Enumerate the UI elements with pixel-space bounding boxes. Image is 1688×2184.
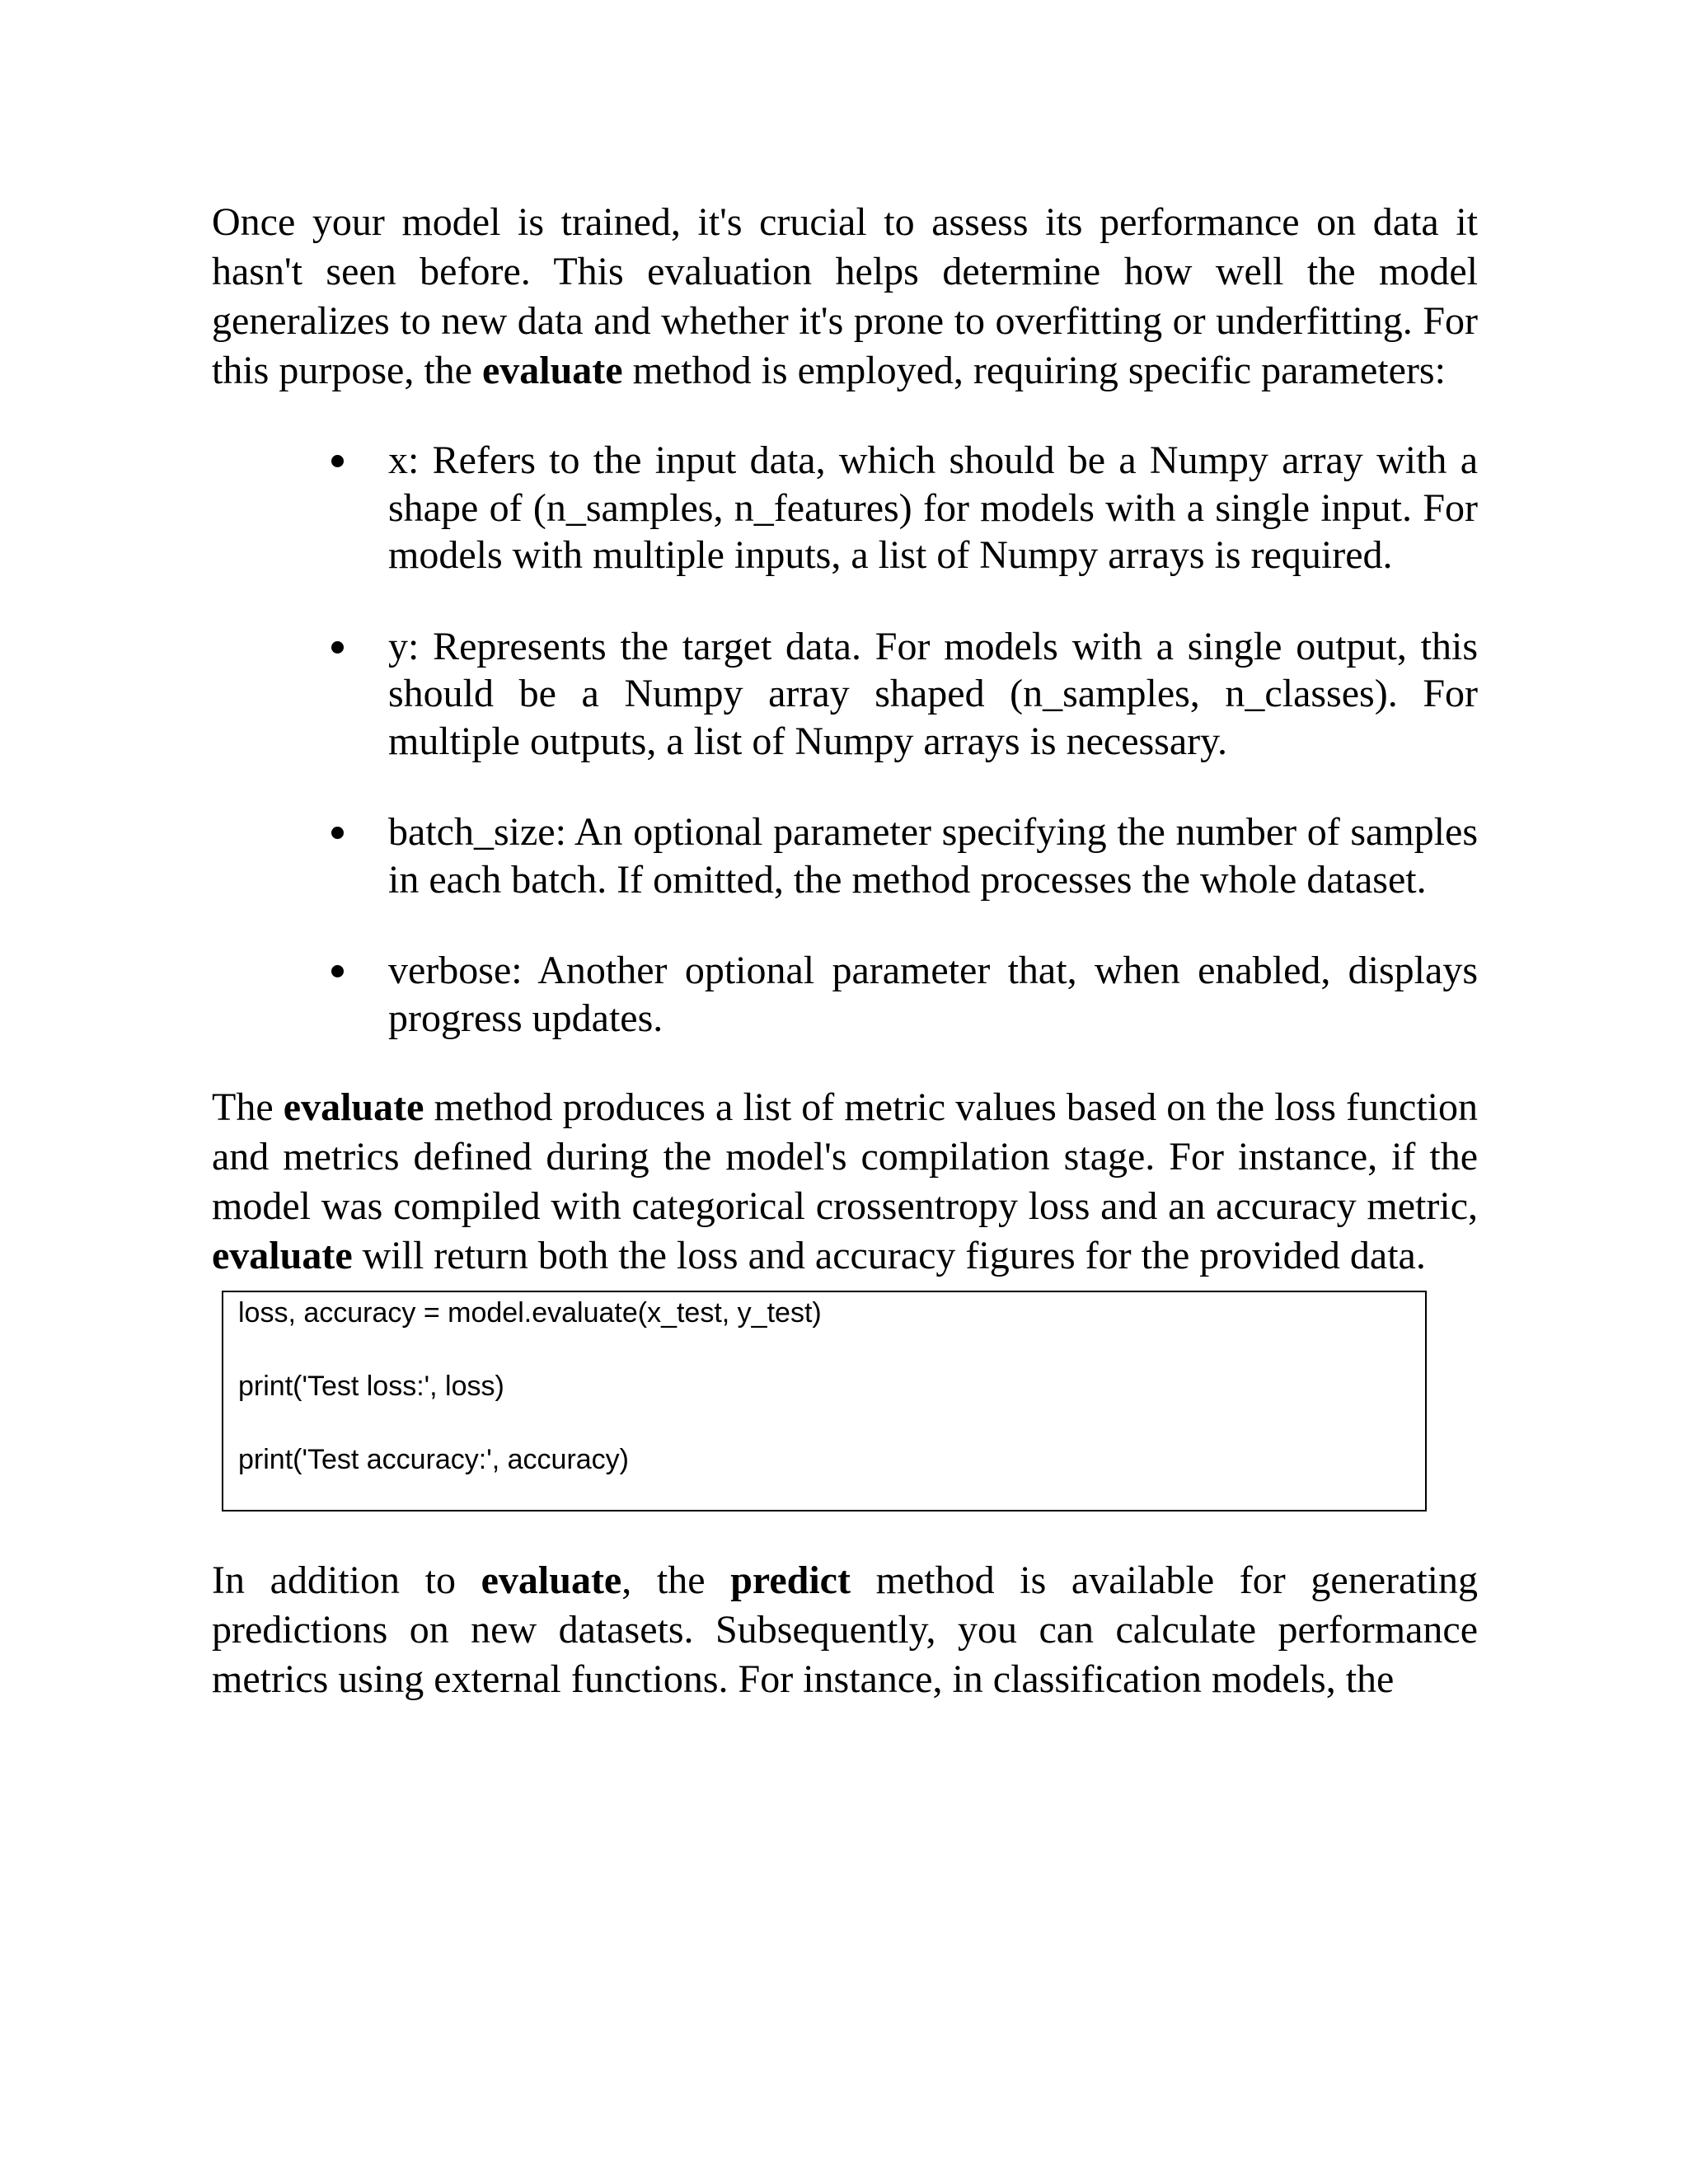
predict-bold-evaluate: evaluate	[481, 1558, 622, 1602]
list-item-text-verbose: verbose: Another optional parameter that, when enabled, displays progress updates.	[388, 949, 1478, 1040]
predict-text-2: , the	[621, 1558, 731, 1602]
evaluate-text-3: will return both the loss and accuracy figures for the provided data.	[352, 1234, 1426, 1277]
bullet-icon	[331, 641, 344, 654]
document-page	[212, 198, 1478, 1704]
list-item	[212, 437, 1478, 579]
code-line-evaluate: loss, accuracy = model.evaluate(x_test, y_test)	[238, 1297, 822, 1329]
bullet-icon	[331, 827, 344, 839]
predict-text-1: In addition to	[212, 1558, 481, 1602]
code-line-print-loss: print('Test loss:', loss)	[238, 1371, 504, 1402]
list-item	[212, 623, 1478, 766]
list-item-text-x: x: Refers to the input data, which should be a Numpy array with a shape of (n_samples, n_features) for models with a single input. For models with multiple inputs, a list of Numpy arrays is required.	[388, 438, 1478, 577]
intro-bold-evaluate: evaluate	[481, 349, 623, 392]
parameter-list	[212, 437, 1478, 1042]
intro-text-1: Once your model is trained, it's crucial to assess its performance on data it hasn't seen before. This evaluation helps determine how well the model generalizes to new data and whether it's prone to overfitting or underfitting. For this purpose, the	[212, 200, 1478, 392]
intro-text-2: method is employed, requiring specific parameters:	[622, 349, 1446, 392]
predict-bold-predict: predict	[730, 1558, 851, 1602]
bullet-icon	[331, 455, 344, 467]
intro-paragraph	[212, 198, 1478, 396]
list-item	[212, 947, 1478, 1042]
list-item-text-batch-size: batch_size: An optional parameter specifying the number of samples in each batch. If omitted, the method processes the whole dataset.	[388, 810, 1478, 902]
code-blank-line	[238, 1331, 1410, 1368]
evaluate-paragraph	[212, 1083, 1478, 1281]
list-item-text-y: y: Represents the target data. For models with a single output, this should be a Numpy array shaped (n_samples, n_classes). For multiple outputs, a list of Numpy arrays is necessary.	[388, 624, 1478, 763]
code-line-print-accuracy: print('Test accuracy:', accuracy)	[238, 1444, 630, 1475]
evaluate-bold-1: evaluate	[283, 1085, 424, 1129]
code-blank-line	[238, 1404, 1410, 1441]
evaluate-text-1: The	[212, 1085, 284, 1129]
evaluate-bold-2: evaluate	[212, 1234, 353, 1277]
list-item	[212, 808, 1478, 903]
code-block	[222, 1291, 1427, 1511]
predict-paragraph	[212, 1556, 1478, 1704]
evaluate-text-2: method produces a list of metric values based on the loss function and metrics defined during the model's compilation stage. For instance, if the model was compiled with categorical crossentropy loss and an accuracy metric,	[212, 1085, 1479, 1228]
bullet-icon	[331, 965, 344, 977]
predict-text-3: method is available for generating predictions on new datasets. Subsequently, you can calculate performance metrics using external functions. For instance, in classification models, the	[212, 1558, 1478, 1701]
